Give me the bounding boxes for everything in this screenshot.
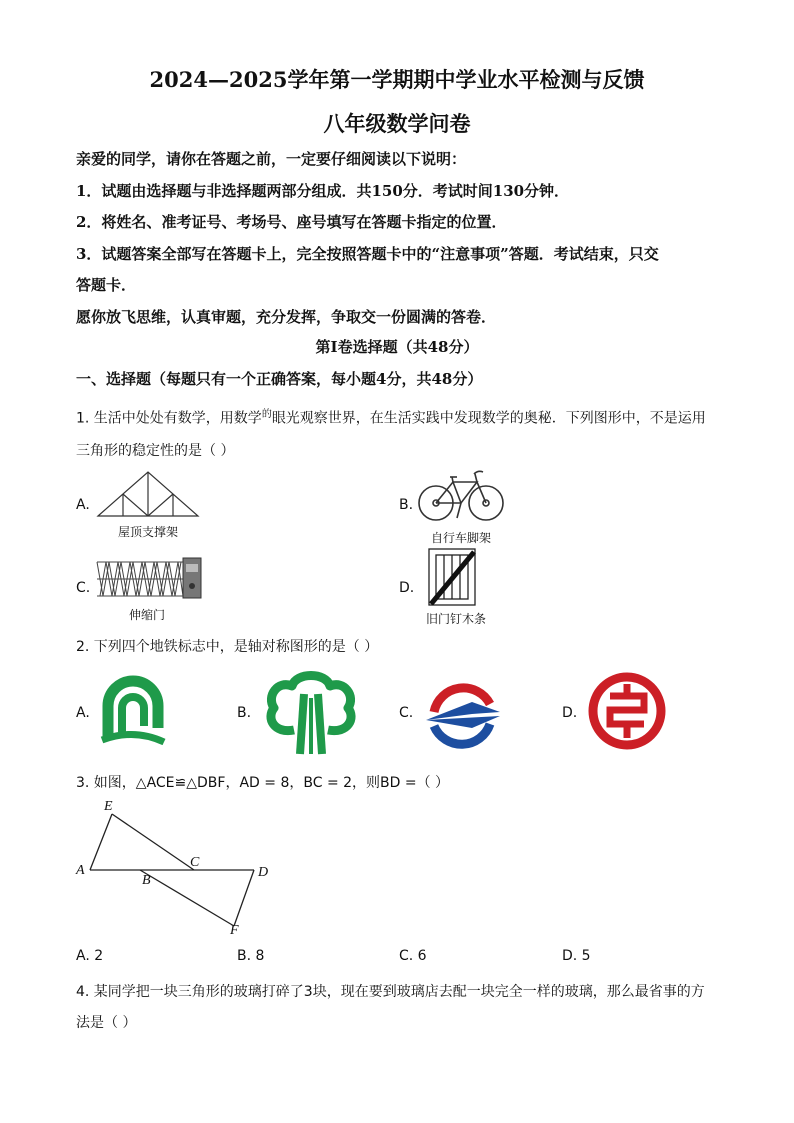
q2-option-d-letter: D.	[562, 705, 578, 721]
bicycle-figure	[417, 468, 505, 522]
q1-text-line2: 三角形的稳定性的是（ ）	[76, 443, 235, 459]
q3-option-b: B. 8	[237, 948, 265, 964]
retractable-gate-figure	[95, 556, 205, 602]
q1-option-c-letter: C.	[76, 580, 91, 596]
q3-option-d: D. 5	[562, 948, 591, 964]
q3-option-a: A. 2	[76, 948, 104, 964]
q1-text-line1	[76, 405, 706, 428]
q3-text: 3. 如图，△ACE≌△DBF，AD = 8，BC = 2，则BD =（ ）	[76, 775, 450, 791]
wish: 愿你放飞思维，认真审题，充分发挥，争取交一份圆满的答卷．	[76, 308, 497, 326]
old-door-plank-figure	[428, 548, 476, 606]
intro-greeting: 亲爱的同学，请你在答题之前，一定要仔细阅读以下说明：	[76, 150, 467, 168]
q1-text-b: 眼光观察世界，在生活实践中发现数学的奥秘．下列图形中，不是运用	[271, 410, 706, 427]
section-heading: 一、选择题（每题只有一个正确答案，每小题4分，共48分）	[76, 370, 483, 388]
subway-logo-a	[100, 676, 166, 746]
q1-superscript: 的	[261, 409, 272, 420]
subway-logo-d	[588, 672, 666, 750]
q2-text: 2. 下列四个地铁标志中，是轴对称图形的是（ ）	[76, 639, 379, 655]
q1-option-d-letter: D.	[399, 580, 415, 596]
point-label-c: C	[190, 855, 200, 870]
point-label-b: B	[142, 873, 151, 888]
point-label-e: E	[104, 799, 113, 814]
q4-text-line2: 法是（ ）	[76, 1015, 137, 1031]
q1-option-a-caption: 屋顶支撑架	[117, 525, 178, 539]
q1-text-a: 1. 生活中处处有数学，用数学	[76, 410, 262, 427]
q2-option-b-letter: B.	[237, 705, 252, 721]
rule-3a: 3．试题答案全部写在答题卡上，完全按照答题卡中的“注意事项”答题．考试结束，只交	[76, 245, 659, 263]
q3-geometry-figure	[72, 796, 282, 938]
point-label-d: D	[258, 865, 269, 880]
q4-text-line1: 4. 某同学把一块三角形的玻璃打碎了3块，现在要到玻璃店去配一块完全一样的玻璃，那么最省事的方	[76, 984, 705, 1000]
q2-option-c-letter: C.	[399, 705, 414, 721]
part-title: 第Ⅰ卷选择题（共48分）	[315, 338, 479, 356]
rule-2: 2．将姓名、准考证号、考场号、座号填写在答题卡指定的位置．	[76, 213, 507, 231]
q1-option-a-letter: A.	[76, 497, 90, 513]
q1-option-d-caption: 旧门钉木条	[425, 612, 486, 626]
rule-1: 1．试题由选择题与非选择题两部分组成．共150分．考试时间130分钟．	[76, 182, 570, 200]
rule-3b: 答题卡．	[76, 276, 137, 294]
document-title: 2024—2025学年第一学期期中学业水平检测与反馈	[149, 67, 645, 92]
q1-option-b-caption: 自行车脚架	[430, 531, 491, 545]
q1-option-b-letter: B.	[399, 497, 414, 513]
roof-truss-figure	[96, 468, 200, 518]
q3-option-c: C. 6	[399, 948, 427, 964]
q2-option-a-letter: A.	[76, 705, 90, 721]
q1-option-c-caption: 伸缩门	[128, 608, 165, 622]
point-label-f: F	[230, 923, 239, 938]
point-label-a: A	[76, 863, 85, 878]
subway-logo-c	[422, 680, 502, 750]
document-subtitle: 八年级数学问卷	[323, 111, 471, 136]
subway-logo-b	[264, 672, 360, 756]
